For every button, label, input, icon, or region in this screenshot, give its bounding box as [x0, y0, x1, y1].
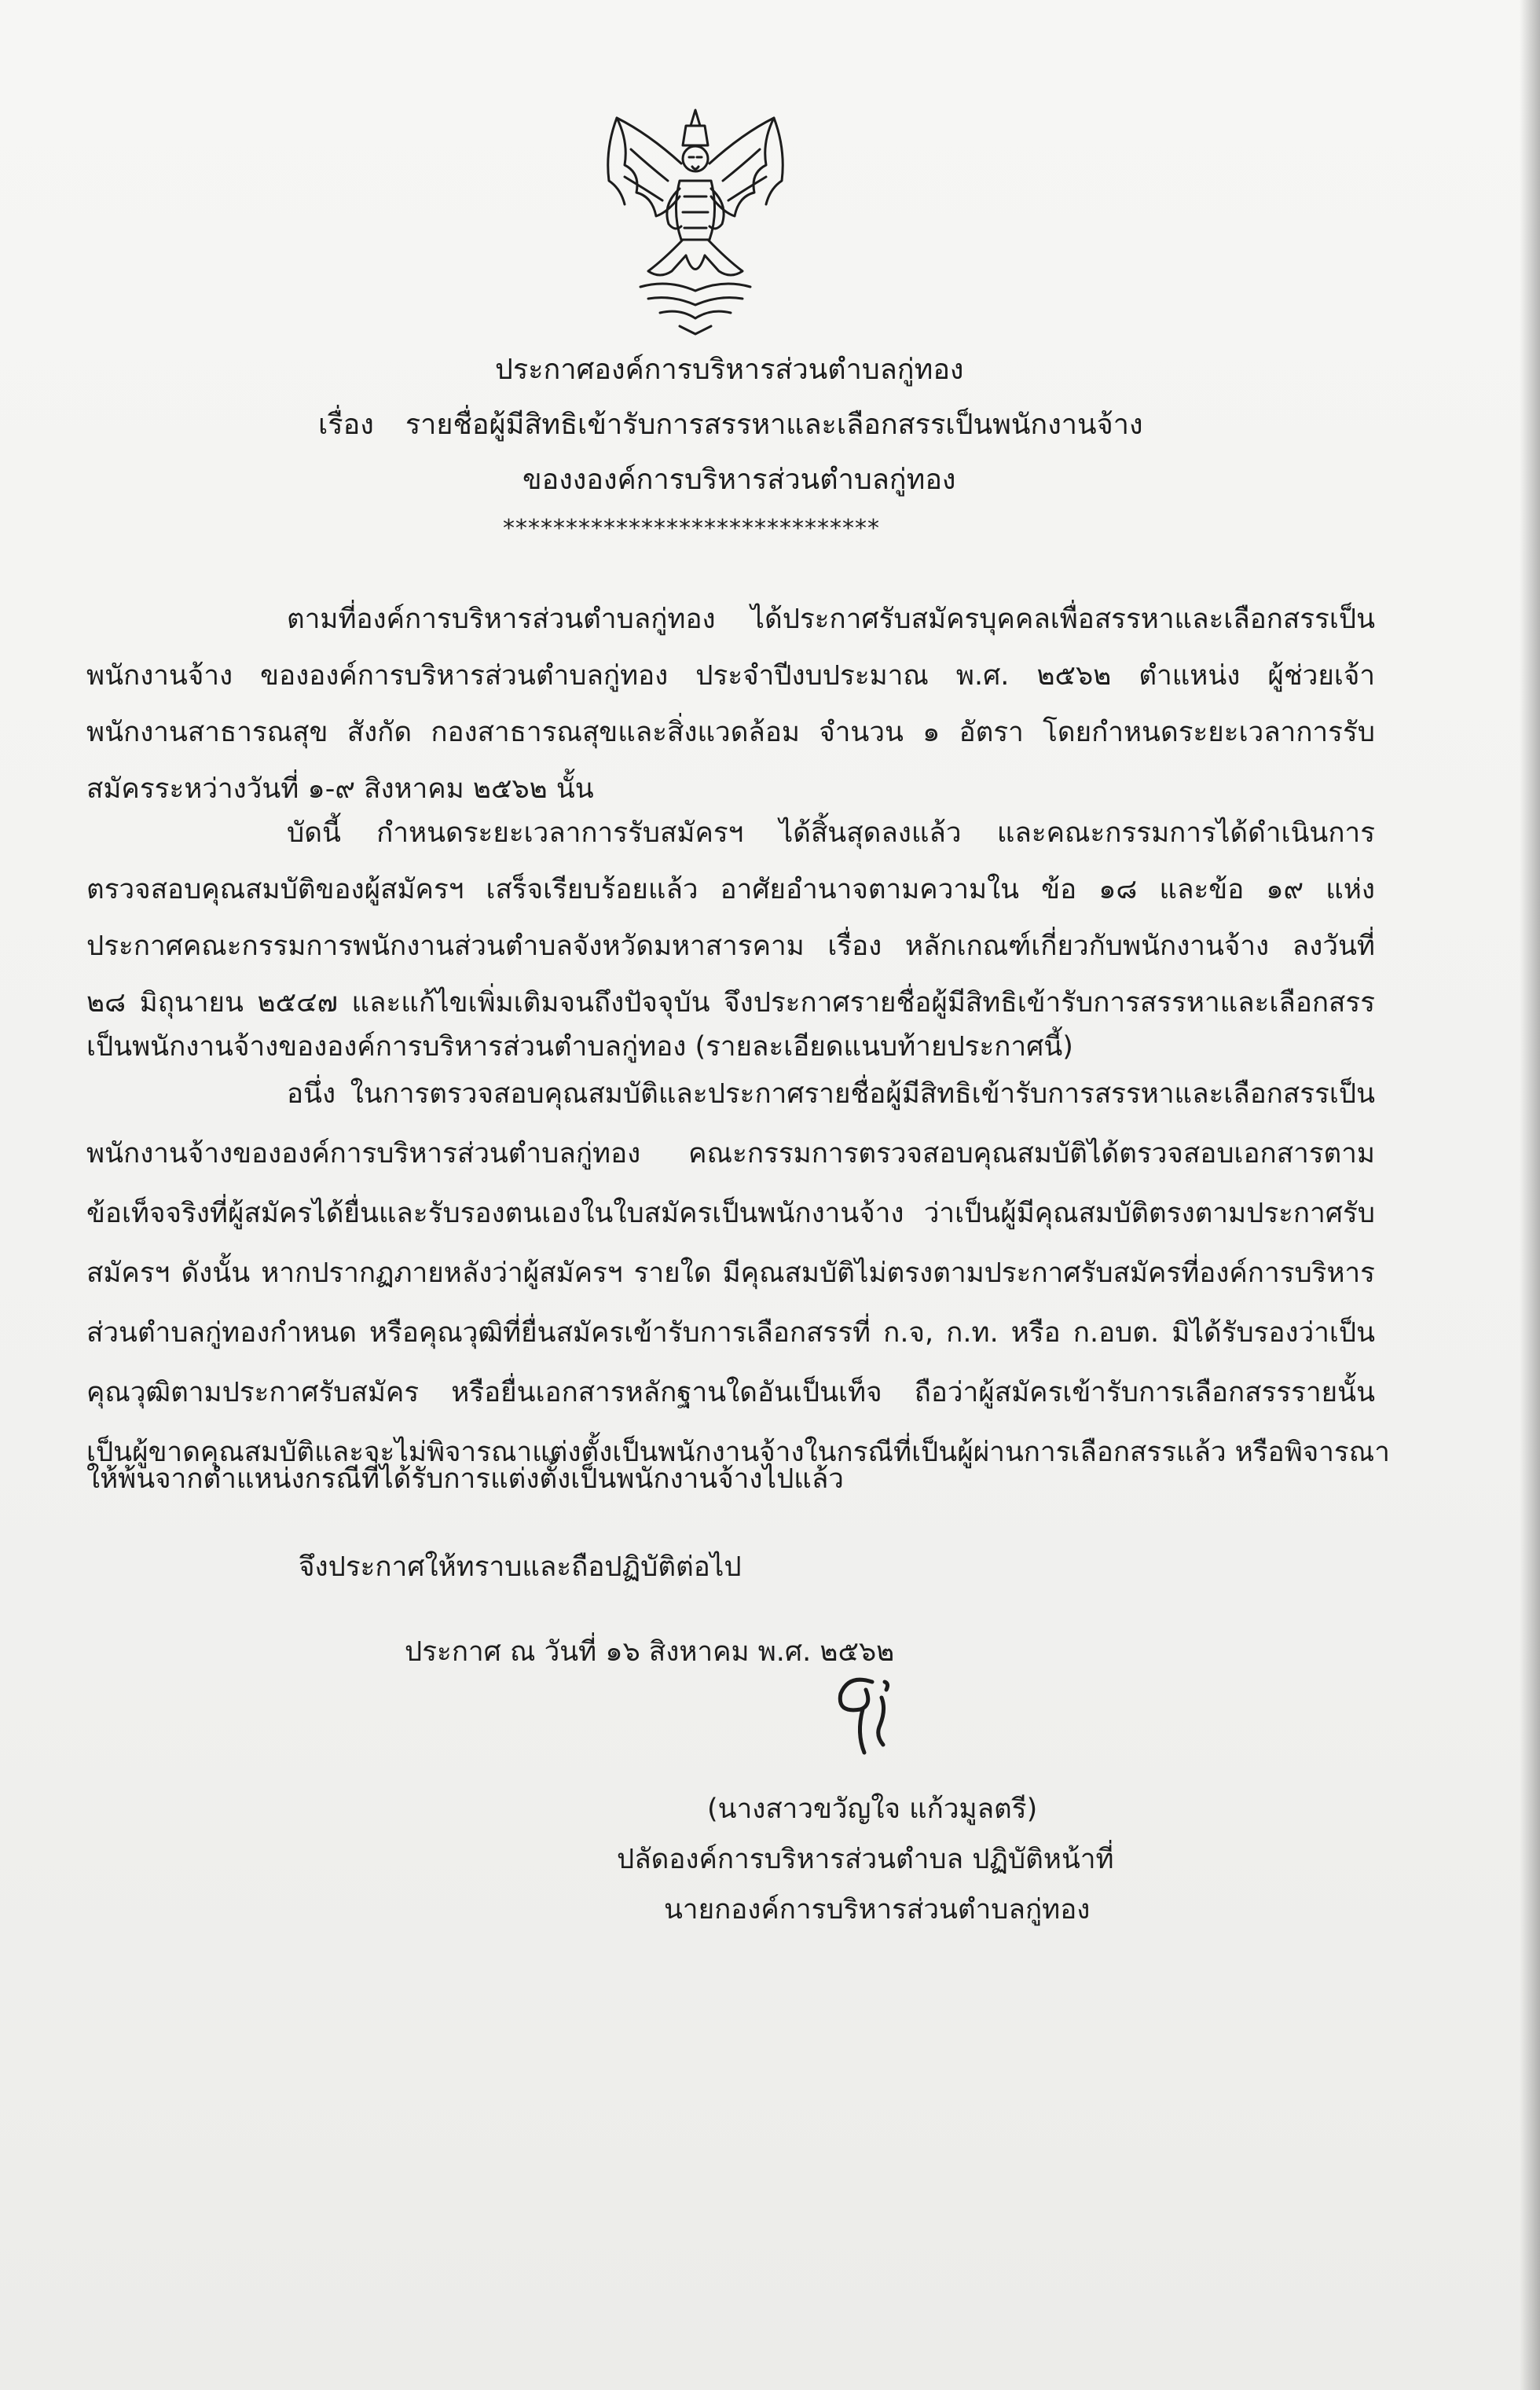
announcement-org-line: ของงองค์การบริหารส่วนตำบลกู่ทอง: [522, 464, 956, 496]
para3-line1: อนึ่ง ในการตรวจสอบคุณสมบัติและประกาศรายชื่อผู้มีสิทธิเข้ารับการสรรหาและเลือกสรรเป็น: [287, 1078, 1375, 1110]
signatory-position-2: นายกองค์การบริหารส่วนตำบลกู่ทอง: [664, 1894, 1091, 1926]
announcement-title: ประกาศองค์การบริหารส่วนตำบลกู่ทอง: [495, 354, 964, 386]
para3-line3: ข้อเท็จจริงที่ผู้สมัครได้ยื่นและรับรองตนเองในใบสมัครเป็นพนักงานจ้าง ว่าเป็นผู้มีคุณสมบัติตรงตามประกาศรับ: [86, 1198, 1375, 1229]
closing-line: จึงประกาศให้ทราบและถือปฏิบัติต่อไป: [299, 1551, 742, 1583]
para3-line7: เป็นผู้ขาดคุณสมบัติและจะไม่พิจารณาแต่งตั้งเป็นพนักงานจ้างในกรณีที่เป็นผู้ผ่านการเลือกสรรแล้ว หรือพิจารณา: [86, 1437, 1390, 1468]
subject-label: เรื่อง: [318, 409, 374, 441]
para1-line1: ตามที่องค์การบริหารส่วนตำบลกู่ทอง ได้ประกาศรับสมัครบุคคลเพื่อสรรหาและเลือกสรรเป็น: [287, 604, 1375, 635]
announcement-subject: [318, 407, 1143, 443]
para1-line3: พนักงานสาธารณสุข สังกัด กองสาธารณสุขและสิ่งแวดล้อม จำนวน ๑ อัตรา โดยกำหนดระยะเวลาการรับ: [86, 717, 1375, 748]
para3-line5: ส่วนตำบลกู่ทองกำหนด หรือคุณวุฒิที่ยื่นสมัครเข้ารับการเลือกสรรที่ ก.จ, ก.ท. หรือ ก.อบต. มิได้รับรองว่าเป็น: [86, 1317, 1375, 1349]
para3-line6: คุณวุฒิตามประกาศรับสมัคร หรือยื่นเอกสารหลักฐานใดอันเป็นเท็จ ถือว่าผู้สมัครเข้ารับการเลือกสรรรายนั้น: [86, 1377, 1375, 1408]
para1-line4: สมัครระหว่างวันที่ ๑-๙ สิงหาคม ๒๕๖๒ นั้น: [86, 773, 594, 805]
para2-line2: ตรวจสอบคุณสมบัติของผู้สมัครฯ เสร็จเรียบร้อยแล้ว อาศัยอำนาจตามความใน ข้อ ๑๘ และข้อ ๑๙ แห่ง: [86, 874, 1375, 905]
para1-line2: พนักงานจ้าง ขององค์การบริหารส่วนตำบลกู่ทอง ประจำปีงบประมาณ พ.ศ. ๒๕๖๒ ตำแหน่ง ผู้ช่วยเจ้า: [86, 660, 1375, 692]
star-divider: ******************************: [503, 515, 880, 542]
para2-line4: ๒๘ มิถุนายน ๒๕๔๗ และแก้ไขเพิ่มเติมจนถึงปัจจุบัน จึงประกาศรายชื่อผู้มีสิทธิเข้ารับการสรรหาและเลือกสรร: [86, 987, 1375, 1019]
handwritten-signature: [817, 1666, 904, 1760]
para2-line1: บัดนี้ กำหนดระยะเวลาการรับสมัครฯ ได้สิ้นสุดลงแล้ว และคณะกรรมการได้ดำเนินการ: [287, 817, 1375, 849]
announcement-date: ประกาศ ณ วันที่ ๑๖ สิงหาคม พ.ศ. ๒๕๖๒: [405, 1636, 895, 1668]
para2-line5: เป็นพนักงานจ้างขององค์การบริหารส่วนตำบลกู่ทอง (รายละเอียดแนบท้ายประกาศนี้): [86, 1031, 1073, 1063]
para3-line4: สมัครฯ ดังนั้น หากปรากฏภายหลังว่าผู้สมัครฯ รายใด มีคุณสมบัติไม่ตรงตามประกาศรับสมัครที่องค์การบริหาร: [86, 1257, 1375, 1289]
garuda-emblem: [593, 102, 798, 338]
signatory-position-1: ปลัดองค์การบริหารส่วนตำบล ปฏิบัติหน้าที่: [617, 1844, 1114, 1875]
page-edge-shadow: [1520, 0, 1540, 2390]
subject-text: รายชื่อผู้มีสิทธิเข้ารับการสรรหาและเลือกสรรเป็นพนักงานจ้าง: [405, 409, 1143, 441]
para3-line8: ให้พ้นจากตำแหน่งกรณีที่ได้รับการแต่งตั้งเป็นพนักงานจ้างไปแล้ว: [86, 1463, 844, 1495]
signatory-name: (นางสาวขวัญใจ แก้วมูลตรี): [707, 1793, 1038, 1825]
para3-line2: พนักงานจ้างขององค์การบริหารส่วนตำบลกู่ทอง คณะกรรมการตรวจสอบคุณสมบัติได้ตรวจสอบเอกสารตาม: [86, 1138, 1375, 1169]
para2-line3: ประกาศคณะกรรมการพนักงานส่วนตำบลจังหวัดมหาสารคาม เรื่อง หลักเกณฑ์เกี่ยวกับพนักงานจ้าง ลงวันที่: [86, 931, 1375, 962]
